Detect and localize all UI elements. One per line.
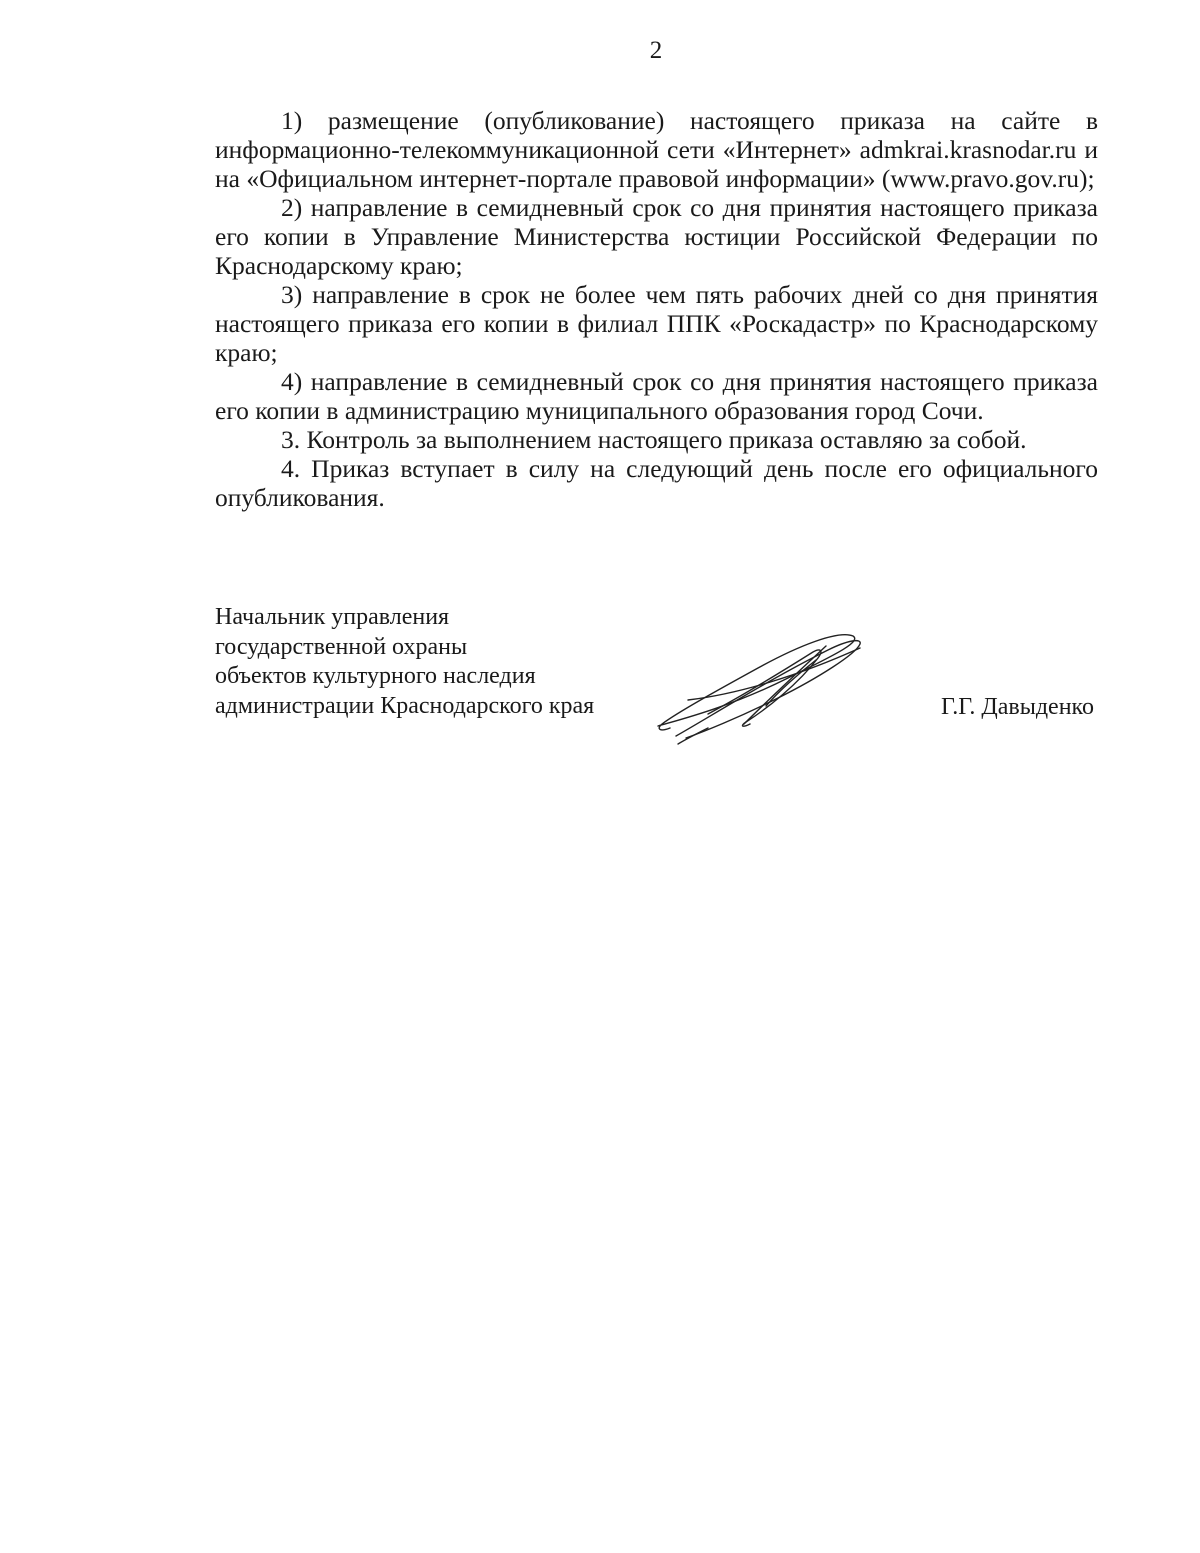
list-item-ministry-copy: 2) направление в семидневный срок со дня принятия настоящего приказа его копии в Управление Министерства юстиции Российской Федерации по Краснодарскому краю; — [215, 193, 1098, 280]
signer-position-line: государственной охраны — [215, 633, 468, 660]
list-item-sochi-copy: 4) направление в семидневный срок со дня принятия настоящего приказа его копии в администрацию муниципального образования город Сочи. — [215, 367, 1098, 425]
clause-control: 3. Контроль за выполнением настоящего приказа оставляю за собой. — [281, 425, 1027, 454]
signer-position-line: администрации Краснодарского края — [215, 692, 595, 719]
list-item-publication: 1) размещение (опубликование) настоящего приказа на сайте в информационно-телекоммуникационной сети «Интернет» admkrai.krasnodar.ru и на «Официальном интернет-портале правовой информации» (www.pravo.gov.ru); — [215, 106, 1098, 193]
signer-position-line: Начальник управления — [215, 604, 450, 630]
page-number: 2 — [649, 37, 663, 64]
clause-effective-date: 4. Приказ вступает в силу на следующий день после его официального опубликования. — [215, 454, 1098, 512]
document-body — [215, 106, 1098, 512]
signer-position-line: объектов культурного наследия — [215, 663, 536, 689]
handwritten-signature-icon — [648, 628, 874, 748]
signer-position — [215, 603, 594, 721]
list-item-roskadastr-copy: 3) направление в срок не более чем пять рабочих дней со дня принятия настоящего приказа его копии в филиал ППК «Роскадастр» по Краснодарскому краю; — [215, 280, 1098, 367]
signer-name: Г.Г. Давыденко — [941, 694, 1094, 720]
